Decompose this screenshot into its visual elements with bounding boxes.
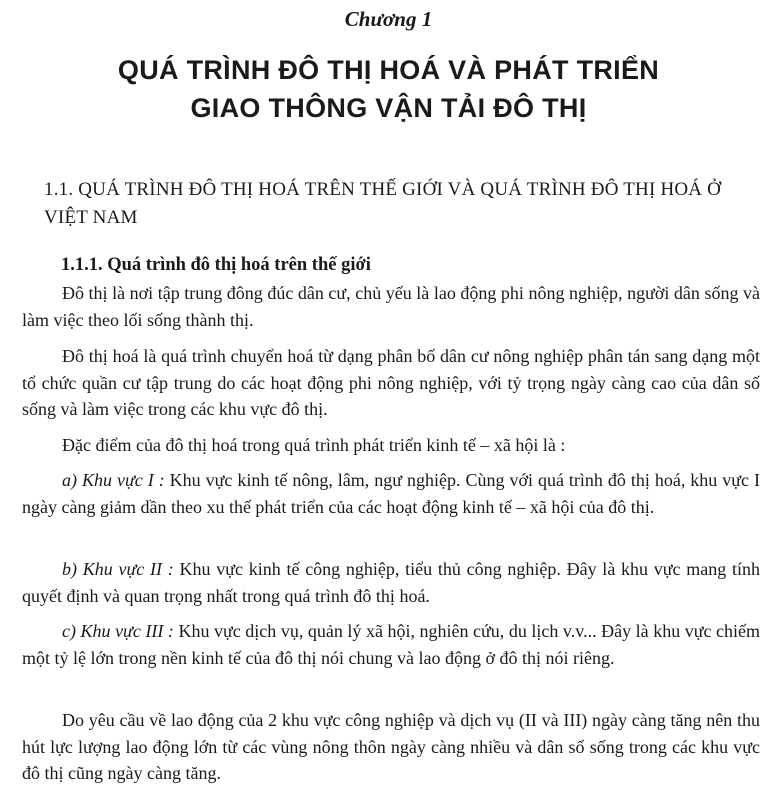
chapter-title-line-1: QUÁ TRÌNH ĐÔ THỊ HOÁ VÀ PHÁT TRIỂN bbox=[117, 55, 660, 85]
sector-2-label: b) Khu vực II : bbox=[62, 559, 174, 579]
sector-3-text: Khu vực dịch vụ, quản lý xã hội, nghiên cứu, du lịch v.v... Đây là khu vực chiếm một tỷ lệ lớn trong nền kinh tế của đô thị nói chung và lao động ở đô thị nói riêng. bbox=[22, 621, 760, 668]
paragraph-characteristics: Đặc điểm của đô thị hoá trong quá trình phát triển kinh tế – xã hội là : bbox=[62, 435, 566, 455]
sector-1-label: a) Khu vực I : bbox=[62, 470, 165, 490]
paragraph-sector-2 bbox=[22, 556, 760, 609]
sector-2-text: Khu vực kinh tế công nghiệp, tiểu thủ công nghiệp. Đây là khu vực mang tính quyết định và quan trọng nhất trong quá trình đô thị hoá. bbox=[22, 559, 761, 606]
sector-1-text: Khu vực kinh tế nông, lâm, ngư nghiệp. Cùng với quá trình đô thị hoá, khu vực I ngày càng giảm dần theo xu thế phát triển của các hoạt động kinh tế – xã hội của đô thị. bbox=[22, 470, 760, 517]
paragraph-sector-1 bbox=[22, 467, 760, 520]
subsection-heading: 1.1.1. Quá trình đô thị hoá trên thế giới bbox=[61, 255, 371, 275]
sector-3-label: c) Khu vực III : bbox=[62, 621, 174, 641]
paragraph-urbanization: Đô thị hoá là quá trình chuyển hoá từ dạng phân bố dân cư nông nghiệp phân tán sang dạng một tổ chức quần cư tập trung do các hoạt động phi nông nghiệp, với tỷ trọng ngày càng cao của dân số sống và làm việc trong các khu vực đô thị. bbox=[22, 346, 760, 419]
chapter-title-line-2: GIAO THÔNG VẬN TẢI ĐÔ THỊ bbox=[190, 93, 587, 123]
paragraph-definition: Đô thị là nơi tập trung đông đúc dân cư, chủ yếu là lao động phi nông nghiệp, người dân sống và làm việc theo lối sống thành thị. bbox=[22, 283, 760, 330]
paragraph-sector-3 bbox=[22, 618, 760, 671]
chapter-label: Chương 1 bbox=[344, 7, 433, 31]
paragraph-labor-demand: Do yêu cầu về lao động của 2 khu vực công nghiệp và dịch vụ (II và III) ngày càng tăng nên thu hút lực lượng lao động lớn từ các vùng nông thôn ngày càng nhiều và dân số sống trong các khu vực đô thị cũng ngày càng tăng. bbox=[22, 710, 760, 783]
section-heading: 1.1. QUÁ TRÌNH ĐÔ THỊ HOÁ TRÊN THẾ GIỚI VÀ QUÁ TRÌNH ĐÔ THỊ HOÁ Ở VIỆT NAM bbox=[44, 179, 722, 228]
